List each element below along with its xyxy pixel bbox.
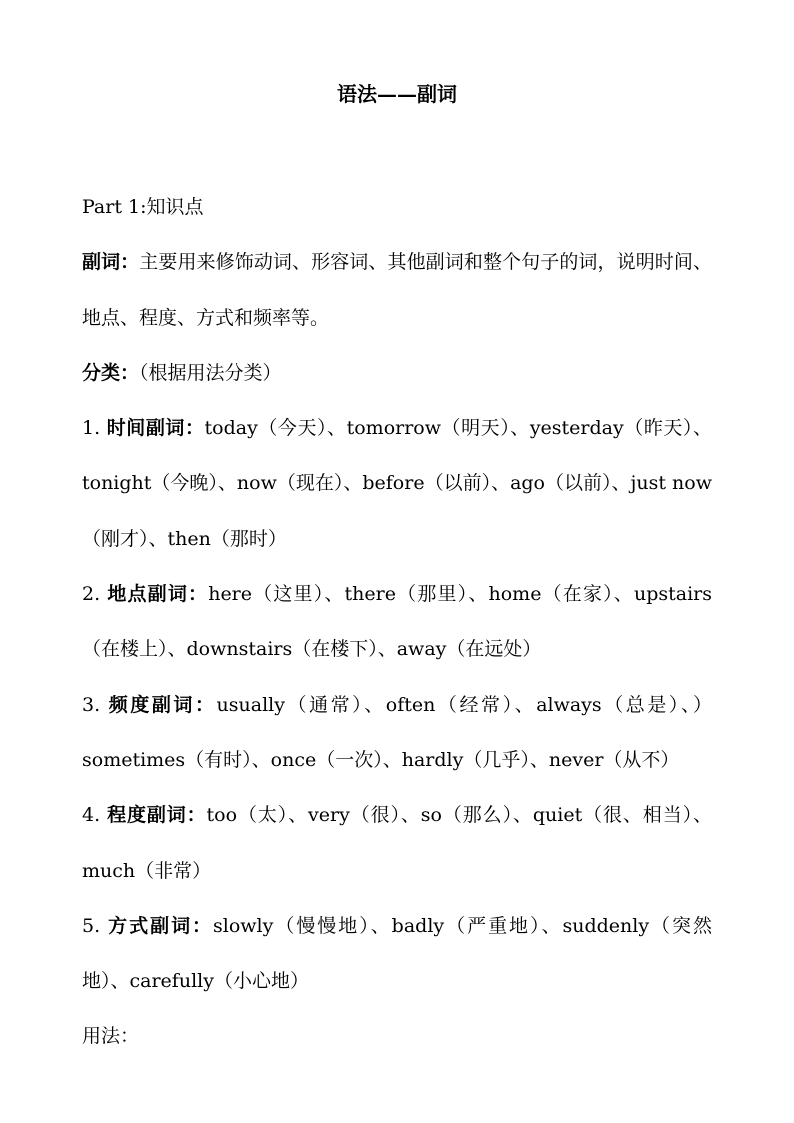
list-item-frequency-adverbs	[82, 678, 712, 789]
list-item-place-adverbs	[82, 567, 712, 678]
list-item-term: 地点副词：	[107, 583, 209, 606]
definition-text: 主要用来修饰动词、形容词、其他副词和整个句子的词，说明时间、地点、程度、方式和频率等。	[82, 251, 712, 329]
list-item-term: 方式副词：	[108, 914, 214, 937]
list-item-term: 时间副词：	[106, 417, 205, 440]
list-item-text: usually（通常）、often（经常）、always（总是）、）sometimes（有时）、once（一次）、hardly（几乎）、never（从不）	[82, 693, 712, 771]
classification-paragraph	[82, 346, 712, 401]
document-body	[82, 180, 712, 1065]
list-item-term: 程度副词：	[107, 804, 207, 827]
list-item-time-adverbs	[82, 401, 712, 567]
list-item-number: 3.	[82, 693, 109, 716]
definition-term: 副词：	[82, 251, 140, 274]
definition-paragraph	[82, 235, 712, 346]
classification-term: 分类：	[82, 361, 140, 384]
list-item-term: 频度副词：	[108, 693, 217, 716]
list-item-number: 5.	[82, 914, 109, 937]
list-item-number: 4.	[82, 804, 108, 827]
list-item-text: here（这里）、there（那里）、home（在家）、upstairs（在楼上）、downstairs（在楼下）、away（在远处）	[82, 583, 712, 661]
list-item-number: 1.	[82, 417, 107, 440]
list-item-degree-adverbs	[82, 788, 712, 899]
list-item-text: too（太）、very（很）、so（那么）、quiet（很、相当）、much（非常）	[82, 804, 712, 882]
part-heading: Part 1:知识点	[82, 196, 204, 218]
usage-label: 用法：	[82, 1025, 140, 1048]
list-item-number: 2.	[82, 583, 108, 606]
document-title: 语法——副词	[337, 82, 457, 106]
list-item-manner-adverbs	[82, 899, 712, 1010]
list-item-text: today（今天）、tomorrow（明天）、yesterday（昨天）、tonight（今晚）、now（现在）、before（以前）、ago（以前）、just now（刚才）、then（那时）	[82, 417, 712, 550]
classification-text: （根据用法分类）	[139, 361, 282, 384]
list-item-text: slowly（慢慢地）、badly（严重地）、suddenly（突然地）、carefully（小心地）	[82, 914, 712, 993]
